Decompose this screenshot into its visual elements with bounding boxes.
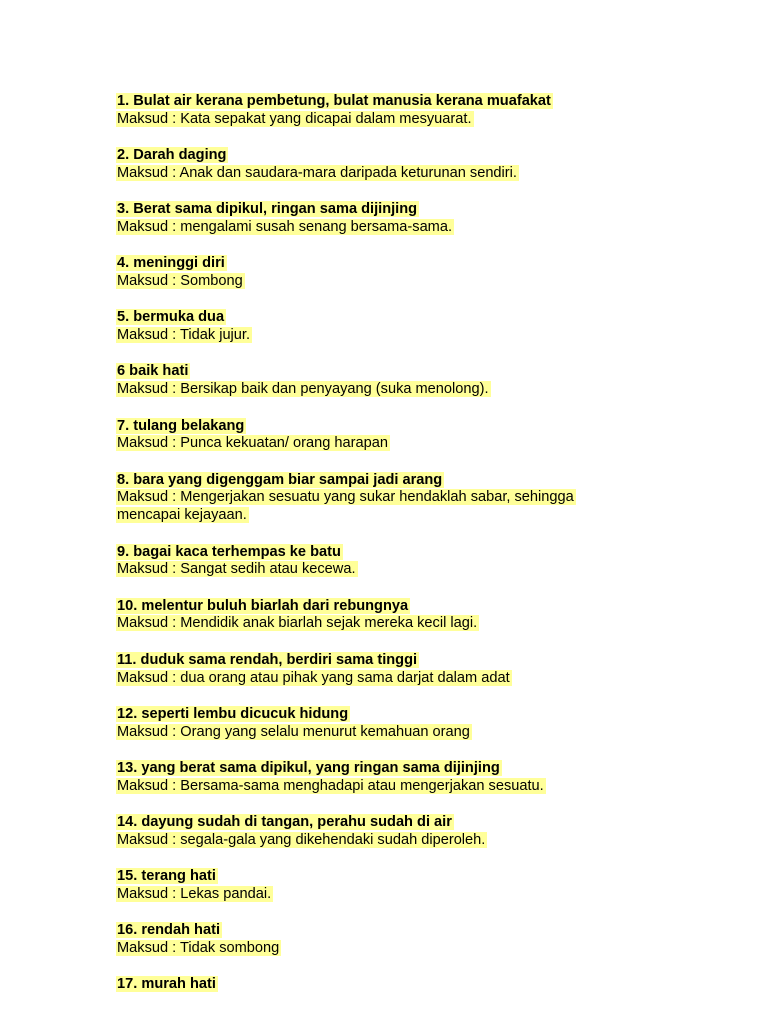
entry-1 — [116, 93, 716, 129]
entry-meaning: Maksud : Kata sepakat yang dicapai dalam mesyuarat. — [117, 110, 472, 127]
entry-10 — [116, 598, 716, 634]
entry-9 — [116, 544, 716, 580]
entry-14 — [116, 814, 716, 850]
entry-title: 5. bermuka dua — [117, 309, 225, 326]
entry-title: 17. murah hati — [117, 976, 216, 993]
entry-meaning: Maksud : Bersikap baik dan penyayang (suka menolong). — [117, 381, 489, 398]
entry-12 — [116, 706, 716, 742]
entry-meaning: Maksud : Bersama-sama menghadapi atau mengerjakan sesuatu. — [117, 777, 544, 794]
entry-16 — [116, 922, 716, 958]
entry-5 — [116, 309, 716, 345]
entry-4 — [116, 255, 716, 291]
entry-meaning: Maksud : Sangat sedih atau kecewa. — [117, 561, 356, 578]
entry-meaning: Maksud : segala-gala yang dikehendaki sudah diperoleh. — [117, 831, 486, 848]
entry-meaning: Maksud : mengalami susah senang bersama-sama. — [117, 218, 453, 235]
entry-meaning: Maksud : Mendidik anak biarlah sejak mereka kecil lagi. — [117, 615, 478, 632]
entry-title: 12. seperti lembu dicucuk hidung — [117, 705, 349, 722]
entry-title: 9. bagai kaca terhempas ke batu — [117, 543, 341, 560]
entry-title: 4. meninggi diri — [117, 255, 225, 272]
entry-meaning: Maksud : Punca kekuatan/ orang harapan — [117, 435, 388, 452]
entry-2 — [116, 147, 716, 183]
entry-title: 14. dayung sudah di tangan, perahu sudah di air — [117, 814, 452, 831]
entry-title: 15. terang hati — [117, 868, 216, 885]
entry-title: 10. melentur buluh biarlah dari rebungnya — [117, 597, 409, 614]
entry-meaning: Maksud : Anak dan saudara-mara daripada keturunan sendiri. — [117, 164, 517, 181]
entry-meaning: Maksud : Lekas pandai. — [117, 885, 272, 902]
entry-meaning: Maksud : dua orang atau pihak yang sama darjat dalam adat — [117, 669, 510, 686]
entry-title: 6 baik hati — [117, 363, 189, 380]
entry-title: 8. bara yang digenggam biar sampai jadi arang — [117, 471, 443, 488]
entry-title: 1. Bulat air kerana pembetung, bulat manusia kerana muafakat — [117, 93, 551, 109]
entry-meaning: Maksud : Orang yang selalu menurut kemahuan orang — [117, 723, 470, 740]
entry-3 — [116, 201, 716, 237]
entry-15 — [116, 868, 716, 904]
entry-11 — [116, 652, 716, 688]
entry-6 — [116, 363, 716, 399]
entry-title: 13. yang berat sama dipikul, yang ringan sama dijinjing — [117, 759, 500, 776]
entry-7 — [116, 418, 716, 454]
entry-title: 3. Berat sama dipikul, ringan sama dijinjing — [117, 201, 418, 218]
entry-13 — [116, 760, 716, 796]
entry-meaning: Maksud : Tidak jujur. — [117, 327, 251, 344]
entry-title: 2. Darah daging — [117, 147, 227, 164]
entry-title: 16. rendah hati — [117, 922, 220, 939]
entry-meaning: Maksud : Tidak sombong — [117, 940, 280, 956]
entry-title: 7. tulang belakang — [117, 417, 245, 434]
entry-title: 11. duduk sama rendah, berdiri sama tinggi — [117, 651, 418, 668]
entry-17 — [116, 976, 716, 994]
document-page — [116, 93, 716, 1013]
entry-8 — [116, 472, 606, 525]
entry-meaning: Maksud : Mengerjakan sesuatu yang sukar hendaklah sabar, sehingga mencapai kejayaan. — [117, 489, 574, 524]
entry-meaning: Maksud : Sombong — [117, 273, 243, 290]
